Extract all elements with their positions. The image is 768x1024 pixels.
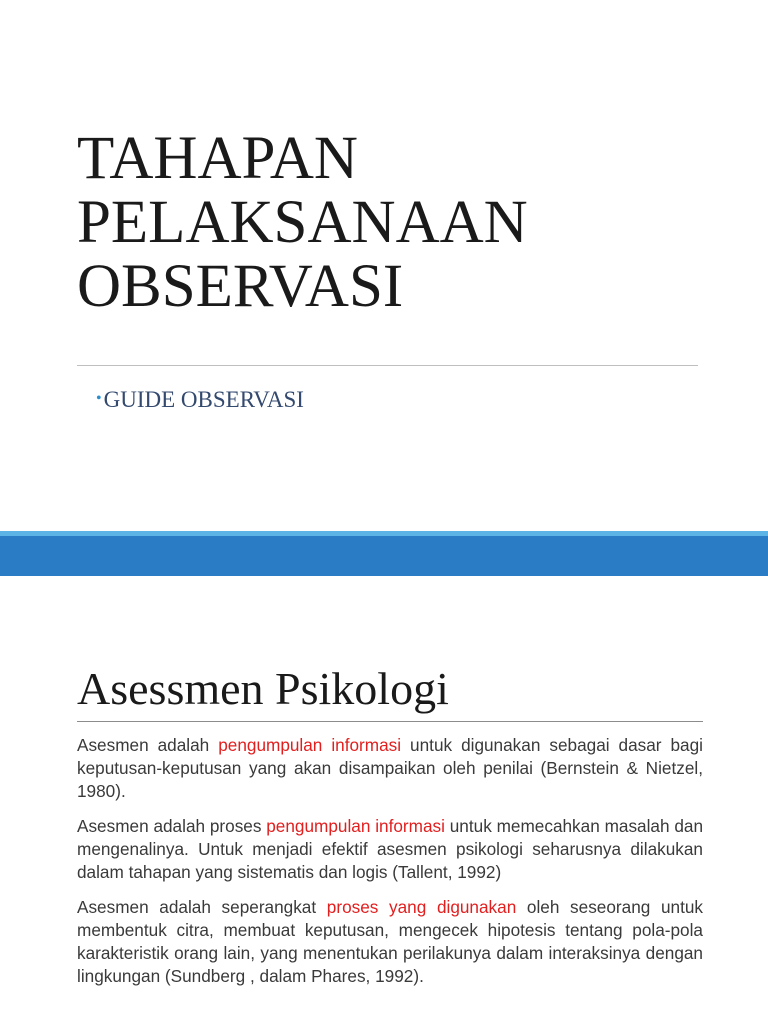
- slide2-title-divider: [77, 721, 703, 722]
- slide-separator: [0, 576, 768, 584]
- paragraph-2-highlight: pengumpulan informasi: [266, 816, 445, 836]
- paragraph-1: [77, 734, 703, 803]
- title-line-3: OBSERVASI: [77, 253, 404, 320]
- paragraph-2: [77, 815, 703, 884]
- slide2-body: [77, 734, 703, 1000]
- paragraph-2-text-a: Asesmen adalah proses: [77, 816, 267, 836]
- paragraph-3-highlight: proses yang digunakan: [326, 897, 517, 917]
- title-line-1: TAHAPAN: [77, 125, 358, 192]
- subtitle-text: GUIDE OBSERVASI: [103, 387, 304, 412]
- accent-band: [0, 536, 768, 576]
- subtitle: [96, 387, 304, 413]
- paragraph-1-text-a: Asesmen adalah: [77, 735, 219, 755]
- paragraph-3-text-a: Asesmen adalah seperangkat: [77, 897, 327, 917]
- paragraph-2-text-b: untuk memecahkan masalah dan mengenalinya. Untuk menjadi efektif asesmen psikologi seharusnya dilakukan dalam tahapan yang sistematis dan logis (Tallent, 1992): [77, 816, 704, 882]
- title-line-2: PELAKSANAAN: [77, 189, 528, 256]
- bullet-icon: •: [96, 390, 102, 407]
- paragraph-1-highlight: pengumpulan informasi: [218, 735, 402, 755]
- paragraph-3-text-b: oleh seseorang untuk membentuk citra, membuat keputusan, mengecek hipotesis tentang pola-pola karakteristik orang lain, yang menentukan perilakunya dalam interaksinya dengan lingkungan (Sundberg , dalam Phares, 1992).: [77, 897, 703, 986]
- paragraph-1-text-b: untuk digunakan sebagai dasar bagi keputusan-keputusan yang akan disampaikan oleh penilai (Bernstein & Nietzel, 1980).: [77, 735, 703, 801]
- paragraph-3: [77, 896, 703, 988]
- title-divider: [77, 365, 698, 366]
- slide-title: [77, 127, 717, 319]
- slide2-title: Asessmen Psikologi: [77, 663, 449, 714]
